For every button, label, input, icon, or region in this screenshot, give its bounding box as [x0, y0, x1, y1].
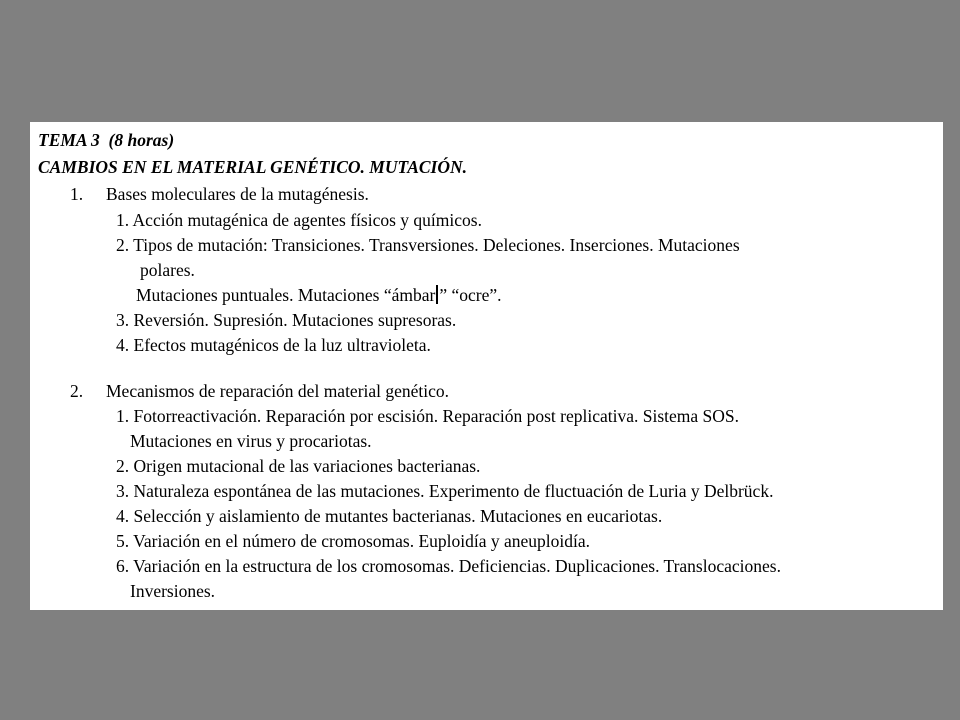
section-1-item-2-line-2: polares. — [140, 260, 195, 280]
section-1-number: 1. — [70, 184, 84, 204]
section-1-item-2-line-3 — [136, 285, 502, 305]
document-page — [30, 122, 943, 610]
section-2-item-5: 5. Variación en el número de cromosomas. Euploidía y aneuploidía. — [116, 531, 590, 551]
section-2-item-1-line-2: Mutaciones en virus y procariotas. — [130, 431, 372, 451]
section-2-item-3: 3. Naturaleza espontánea de las mutaciones. Experimento de fluctuación de Luria y Delbrück. — [116, 481, 774, 501]
section-2-title: Mecanismos de reparación del material genético. — [106, 381, 450, 401]
section-2-item-6-line-2: Inversiones. — [130, 581, 216, 601]
section-1-item-4: 4. Efectos mutagénicos de la luz ultravioleta. — [116, 335, 431, 355]
section-1-title: Bases moleculares de la mutagénesis. — [106, 184, 369, 204]
title-prefix: TEMA 3 — [38, 130, 100, 150]
section-2-item-6-line-1: 6. Variación en la estructura de los cromosomas. Deficiencias. Duplicaciones. Translocaciones. — [116, 556, 781, 576]
header-title — [38, 130, 174, 150]
item-2-text-after-cursor: ” “ocre”. — [439, 285, 502, 305]
title-hours: (8 horas) — [108, 130, 175, 150]
section-2-item-1-line-1: 1. Fotorreactivación. Reparación por escisión. Reparación post replicativa. Sistema SOS. — [116, 406, 740, 426]
section-2-number: 2. — [70, 381, 84, 401]
header-subtitle: CAMBIOS EN EL MATERIAL GENÉTICO. MUTACIÓN. — [38, 157, 468, 177]
section-1-item-3: 3. Reversión. Supresión. Mutaciones supresoras. — [116, 310, 457, 330]
section-2-item-4: 4. Selección y aislamiento de mutantes bacterianas. Mutaciones en eucariotas. — [116, 506, 663, 526]
item-2-text-before-cursor: Mutaciones puntuales. Mutaciones “ámbar — [136, 285, 436, 305]
section-1-item-2-line-1: 2. Tipos de mutación: Transiciones. Transversiones. Deleciones. Inserciones. Mutaciones — [116, 235, 740, 255]
section-1-item-1: 1. Acción mutagénica de agentes físicos y químicos. — [116, 210, 482, 230]
section-2-item-2: 2. Origen mutacional de las variaciones bacterianas. — [116, 456, 481, 476]
